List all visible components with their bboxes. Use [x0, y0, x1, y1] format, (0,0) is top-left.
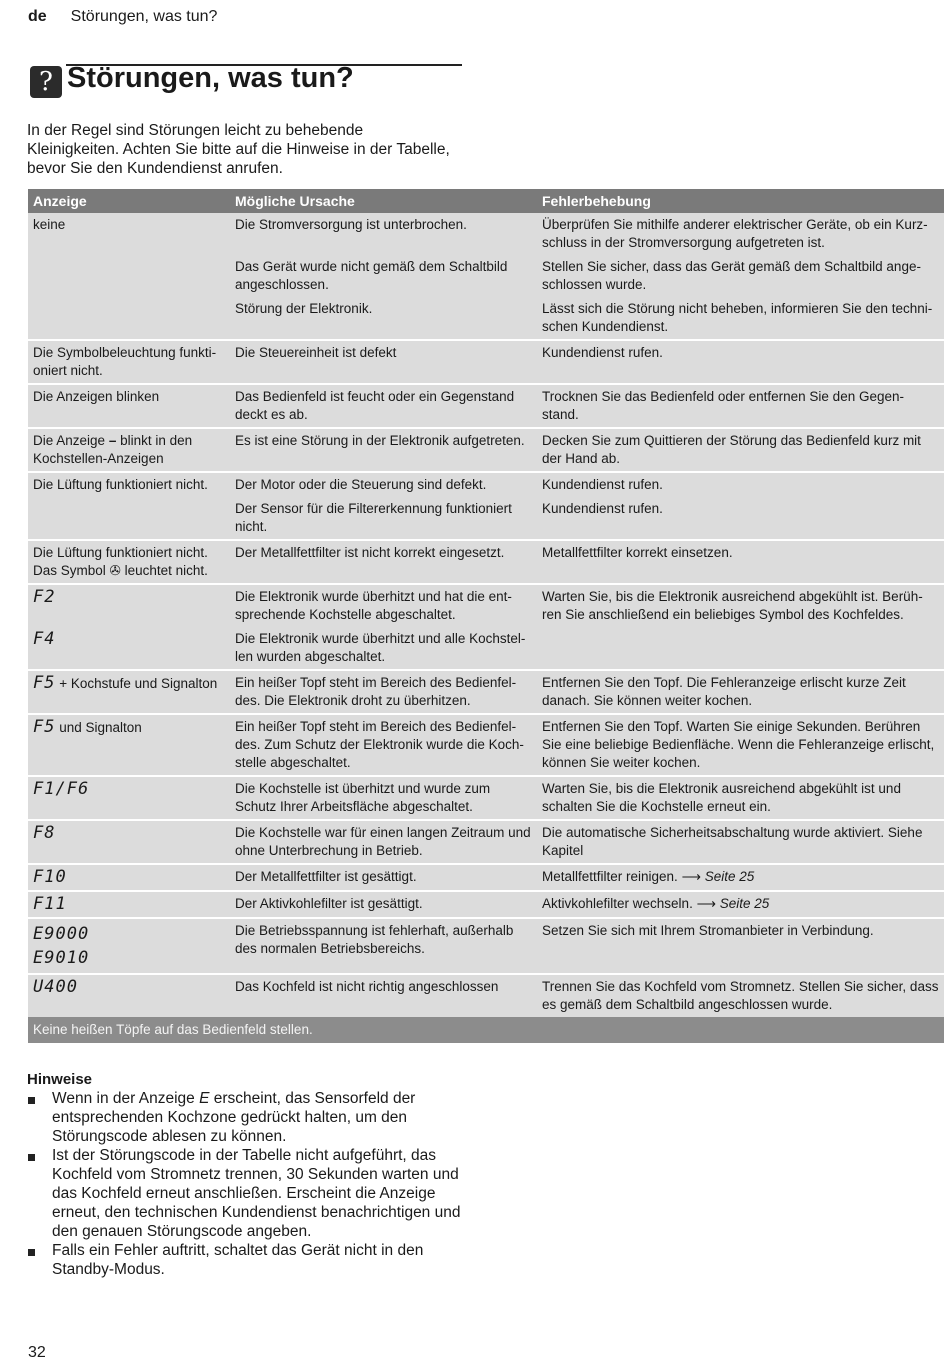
display-cell	[28, 497, 230, 540]
cause-cell: Der Motor oder die Steuerung sind defekt.	[230, 472, 537, 497]
display-text: + Kochstufe und Signalton	[59, 676, 218, 691]
display-cell	[28, 584, 230, 627]
error-code: F11	[33, 894, 67, 914]
remedy-cell: Stellen Sie sicher, dass das Gerät gemäß dem Schaltbild ange-schlossen wurde.	[537, 255, 944, 297]
language-code: de	[28, 8, 47, 25]
page-number: 32	[28, 1344, 46, 1361]
display-cell	[28, 428, 230, 472]
arrow-right-icon: ⟶	[696, 896, 716, 911]
question-mark-icon: ?	[30, 66, 62, 98]
remedy-cell: Trocknen Sie das Bedienfeld oder entfernen Sie den Gegen-stand.	[537, 384, 944, 428]
display-cell: Die Symbolbeleuchtung funkti-oniert nicht.	[28, 340, 230, 384]
cause-cell: Die Elektronik wurde überhitzt und alle Kochstel-len wurden abgeschaltet.	[230, 627, 537, 670]
note-text: erscheint, das Sensorfeld der entsprechenden Kochzone gedrückt halten, um den Störungscode ablesen zu können.	[52, 1090, 416, 1145]
display-cell	[28, 255, 230, 297]
cause-cell: Der Metallfettfilter ist nicht korrekt eingesetzt.	[230, 540, 537, 584]
error-code: F5	[33, 673, 56, 693]
table-row	[28, 670, 944, 714]
display-cell	[28, 891, 230, 918]
arrow-right-icon: ⟶	[681, 869, 701, 884]
table-footer-note: Keine heißen Töpfe auf das Bedienfeld stellen.	[28, 1017, 944, 1043]
remedy-cell: Decken Sie zum Quittieren der Störung das Bedienfeld kurz mit der Hand ab.	[537, 428, 944, 472]
remedy-cell: Lässt sich die Störung nicht beheben, informieren Sie den techni-schen Kundendienst.	[537, 297, 944, 340]
remedy-cell: Trennen Sie das Kochfeld vom Stromnetz. Stellen Sie sicher, dass es gemäß dem Schaltbild angeschlossen wurde.	[537, 974, 944, 1017]
cause-cell: Der Aktivkohlefilter ist gesättigt.	[230, 891, 537, 918]
display-cell	[28, 776, 230, 820]
remedy-cell: Kundendienst rufen.	[537, 340, 944, 384]
error-code: E9010	[33, 948, 90, 968]
table-row	[28, 297, 944, 340]
table-row	[28, 340, 944, 384]
troubleshooting-table	[28, 189, 944, 1043]
table-row	[28, 627, 944, 670]
fan-icon: ✇	[109, 563, 121, 578]
remedy-cell: Kundendienst rufen.	[537, 497, 944, 540]
running-header-title: Störungen, was tun?	[70, 8, 218, 25]
display-cell	[28, 918, 230, 974]
remedy-cell	[537, 864, 944, 891]
remedy-text: Aktivkohlefilter wechseln.	[542, 896, 693, 911]
remedy-cell: Entfernen Sie den Topf. Warten Sie einige Sekunden. Berühren Sie eine beliebige Bedienfläche. Wenn die Fehleranzeige erlischt, können Sie weiter kochen.	[537, 714, 944, 776]
remedy-text: Metallfettfilter reinigen.	[542, 869, 678, 884]
table-row	[28, 384, 944, 428]
error-code: F5	[33, 717, 56, 737]
table-row	[28, 776, 944, 820]
cause-cell: Das Kochfeld ist nicht richtig angeschlossen	[230, 974, 537, 1017]
table-row	[28, 255, 944, 297]
remedy-cell: Entfernen Sie den Topf. Die Fehleranzeige erlischt kurze Zeit danach. Sie können weiter kochen.	[537, 670, 944, 714]
dash-symbol-icon: –	[108, 433, 117, 448]
remedy-cell: Überprüfen Sie mithilfe anderer elektrischer Geräte, ob ein Kurz-schluss in der Stromversorgung aufgetreten ist.	[537, 213, 944, 255]
table-row	[28, 820, 944, 864]
notes-heading: Hinweise	[27, 1071, 93, 1088]
display-cell	[28, 297, 230, 340]
display-text: leuchtet nicht.	[124, 563, 208, 578]
cause-cell: Die Kochstelle war für einen langen Zeitraum und ohne Unterbrechung in Betrieb.	[230, 820, 537, 864]
display-cell	[28, 714, 230, 776]
remedy-cell	[537, 891, 944, 918]
table-row	[28, 540, 944, 584]
column-header-ursache: Mögliche Ursache	[230, 189, 537, 213]
running-header	[28, 8, 217, 26]
display-cell	[28, 864, 230, 891]
error-code: F4	[33, 629, 56, 649]
display-cell	[28, 540, 230, 584]
display-cell	[28, 820, 230, 864]
table-row	[28, 974, 944, 1017]
table-row	[28, 918, 944, 974]
table-footer-row	[28, 1017, 944, 1043]
table-row	[28, 584, 944, 627]
error-code: F2	[33, 587, 56, 607]
cause-cell: Die Elektronik wurde überhitzt und hat die ent-sprechende Kochstelle abgeschaltet.	[230, 584, 537, 627]
error-code: F8	[33, 823, 56, 843]
intro-paragraph: In der Regel sind Störungen leicht zu behebende Kleinigkeiten. Achten Sie bitte auf die Hinweise in der Tabelle, bevor Sie den Kundendienst anrufen.	[27, 122, 450, 177]
display-cell: Die Lüftung funktioniert nicht.	[28, 472, 230, 497]
display-text: blinkt in den Kochstellen-Anzeigen	[33, 433, 193, 466]
table-row	[28, 213, 944, 255]
table-row	[28, 472, 944, 497]
page-reference: Seite 25	[704, 869, 755, 884]
cause-cell: Die Stromversorgung ist unterbrochen.	[230, 213, 537, 255]
page-title: Störungen, was tun?	[67, 62, 354, 94]
remedy-cell: Warten Sie, bis die Elektronik ausreichend abgekühlt ist. Berüh-ren Sie anschließend ein beliebiges Symbol des Kochfeldes.	[537, 584, 944, 627]
table-row	[28, 714, 944, 776]
column-header-anzeige: Anzeige	[28, 189, 230, 213]
remedy-cell	[537, 627, 944, 670]
column-header-fehlerbehebung: Fehlerbehebung	[537, 189, 944, 213]
error-code: F10	[33, 867, 67, 887]
cause-cell: Ein heißer Topf steht im Bereich des Bedienfel-des. Die Elektronik droht zu überhitzen.	[230, 670, 537, 714]
page-reference: Seite 25	[719, 896, 770, 911]
remedy-cell: Metallfettfilter korrekt einsetzen.	[537, 540, 944, 584]
cause-cell: Störung der Elektronik.	[230, 297, 537, 340]
table-row	[28, 428, 944, 472]
cause-cell: Das Gerät wurde nicht gemäß dem Schaltbild angeschlossen.	[230, 255, 537, 297]
error-code: E9000	[33, 924, 90, 944]
cause-cell: Es ist eine Störung in der Elektronik aufgetreten.	[230, 428, 537, 472]
display-cell	[28, 627, 230, 670]
cause-cell: Ein heißer Topf steht im Bereich des Bedienfel-des. Zum Schutz der Elektronik wurde die Koch-stelle abgeschaltet.	[230, 714, 537, 776]
table-row	[28, 864, 944, 891]
remedy-cell: Setzen Sie sich mit Ihrem Stromanbieter in Verbindung.	[537, 918, 944, 974]
table-row	[28, 497, 944, 540]
list-item: Ist der Störungscode in der Tabelle nicht aufgeführt, das Kochfeld vom Stromnetz trennen, 30 Sekunden warten und das Kochfeld erneut anschließen. Erscheint die Anzeige erneut, den technischen Kundendienst benachrichtigen und den genauen Störungscode angeben.	[27, 1146, 467, 1241]
display-cell: keine	[28, 213, 230, 255]
cause-cell: Der Metallfettfilter ist gesättigt.	[230, 864, 537, 891]
remedy-cell: Kundendienst rufen.	[537, 472, 944, 497]
cause-cell: Die Betriebsspannung ist fehlerhaft, außerhalb des normalen Betriebsbereichs.	[230, 918, 537, 974]
display-cell	[28, 974, 230, 1017]
display-text: Die Lüftung funktioniert nicht. Das Symbol	[33, 545, 208, 578]
remedy-cell: Die automatische Sicherheitsabschaltung wurde aktiviert. Siehe Kapitel	[537, 820, 944, 864]
display-cell: Die Anzeigen blinken	[28, 384, 230, 428]
cause-cell: Der Sensor für die Filtererkennung funktioniert nicht.	[230, 497, 537, 540]
remedy-cell: Warten Sie, bis die Elektronik ausreichend abgekühlt ist und schalten Sie die Kochstelle erneut ein.	[537, 776, 944, 820]
display-text: und Signalton	[59, 720, 142, 735]
display-cell	[28, 670, 230, 714]
cause-cell: Das Bedienfeld ist feucht oder ein Gegenstand deckt es ab.	[230, 384, 537, 428]
cause-cell: Die Steuereinheit ist defekt	[230, 340, 537, 384]
list-item	[27, 1089, 467, 1146]
notes-list	[27, 1089, 467, 1279]
list-item: Falls ein Fehler auftritt, schaltet das Gerät nicht in den Standby-Modus.	[27, 1241, 467, 1279]
cause-cell: Die Kochstelle ist überhitzt und wurde zum Schutz Ihrer Arbeitsfläche abgeschaltet.	[230, 776, 537, 820]
table-header-row	[28, 189, 944, 213]
table-row	[28, 891, 944, 918]
error-code: F1/F6	[33, 779, 90, 799]
error-code: U400	[33, 977, 78, 997]
display-symbol-e-icon: E	[199, 1090, 210, 1107]
note-text: Wenn in der Anzeige	[52, 1090, 195, 1107]
display-text: Die Anzeige	[33, 433, 106, 448]
